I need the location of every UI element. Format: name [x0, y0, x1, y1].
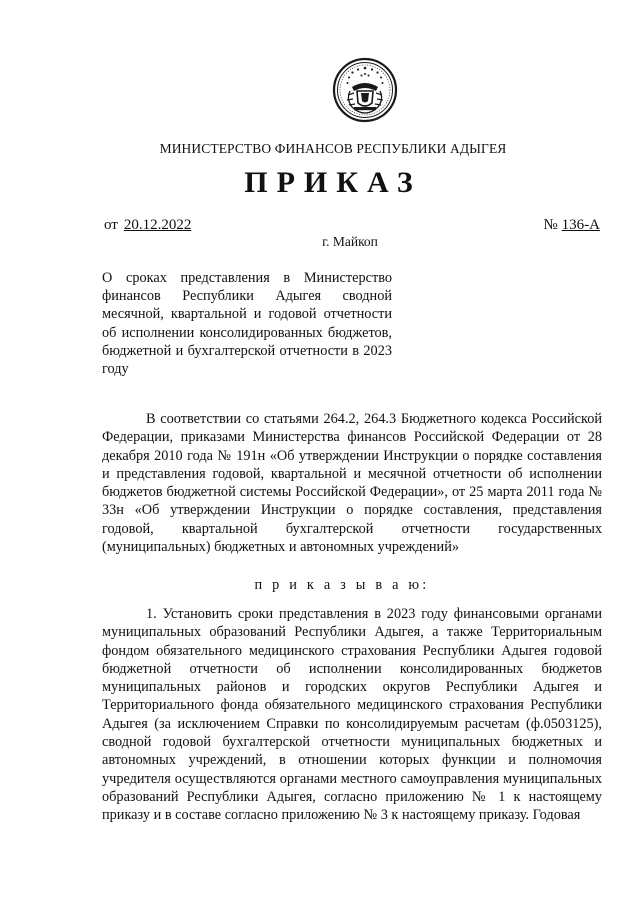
date-prefix: от	[104, 217, 118, 233]
orders-heading: п р и к а з ы в а ю:	[254, 577, 430, 593]
number-prefix: №	[543, 217, 558, 233]
document-title: ПРИКАЗ	[244, 166, 422, 199]
coat-of-arms-icon	[332, 57, 398, 123]
ministry-name: МИНИСТЕРСТВО ФИНАНСОВ РЕСПУБЛИКИ АДЫГЕЯ	[159, 141, 507, 156]
clause-1-paragraph: 1. Установить сроки представления в 2023 году финансовыми органами муниципальных образований Республики Адыгея, а также Территориальным фондом обязательного медицинского страхования Республики Адыгея годовой бюджетной отчетности об исполнении консолидированных бюджетов муниципальных районов и городских округов Республики Адыгея и Территориального фонда обязательного медицинского страхования Республики Адыгея (за исключением Справки по консолидируемым расчетам (ф.0503125), сводной годовой бухгалтерской отчетности муниципальных бюджетных и автономных учреждений, в отношении которых функции и полномочия учредителя осуществляются органами местного самоуправления муниципальных образований Республики Адыгея, согласно приложению № 1 к настоящему приказу и в составе согласно приложению № 3 к настоящему приказу. Годовая	[102, 606, 602, 824]
order-number-line	[543, 217, 600, 234]
preamble-paragraph: В соответствии со статьями 264.2, 264.3 Бюджетного кодекса Российской Федерации, приказами Министерства финансов Российской Федерации от 28 декабря 2010 года № 191н «Об утверждении Инструкции о порядке составления и представления годовой, квартальной и месячной отчетности об исполнении бюджетов бюджетной системы Российской Федерации», от 25 марта 2011 года № 33н «Об утверждении Инструкции о порядке составления, представления годовой, квартальной бухгалтерской отчетности государственных (муниципальных) бюджетных и автономных учреждений»	[102, 411, 602, 556]
city-name: г. Майкоп	[322, 234, 378, 249]
order-date: 20.12.2022	[123, 217, 192, 233]
order-subject: О сроках представления в Министерство финансов Республики Адыгея сводной месячной, квартальной и годовой отчетности об исполнении консолидированных бюджетов, бюджетной и бухгалтерской отчетности в 2023 году	[102, 270, 392, 378]
order-number: 136-А	[561, 217, 600, 233]
order-date-line	[104, 217, 191, 234]
